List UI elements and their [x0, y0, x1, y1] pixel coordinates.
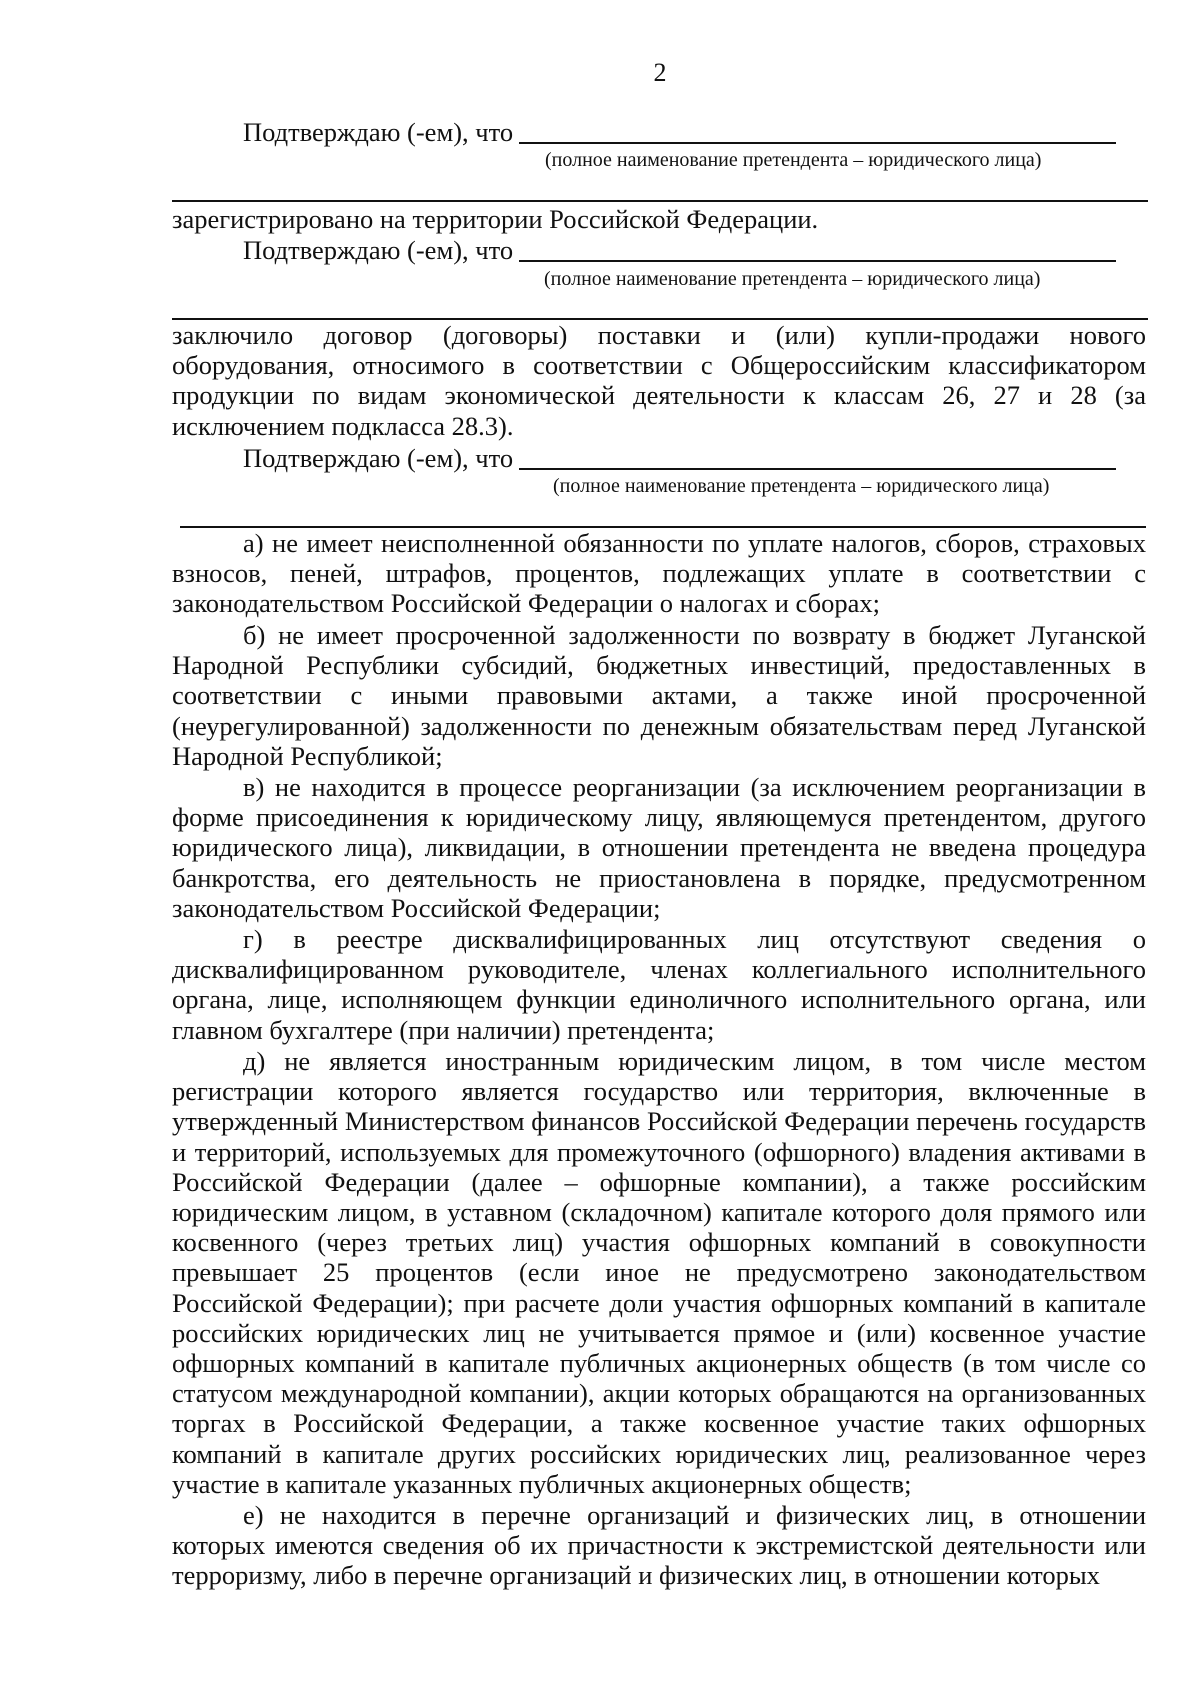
- confirm-line-2: [243, 232, 1116, 266]
- section-registered-text: зарегистрировано на территории Российской Федерации.: [172, 204, 819, 234]
- applicant-caption: (полное наименование претендента – юридического лица): [553, 475, 1050, 497]
- list-item-g: г) в реестре дисквалифицированных лиц отсутствуют сведения о дисквалифицированном руководителе, членах коллегиального исполнительного органа, лице, исполняющем функции единоличного исполнительного органа, или главном бухгалтере (при наличии) претендента;: [172, 924, 1146, 1045]
- confirm-line-3: [243, 440, 1116, 474]
- confirm-phrase: Подтверждаю (-ем), что: [243, 443, 514, 473]
- applicant-caption: (полное наименование претендента – юридического лица): [544, 268, 1041, 290]
- confirm-phrase: Подтверждаю (-ем), что: [243, 235, 514, 265]
- applicant-name-field[interactable]: [519, 116, 1116, 144]
- confirm-line-1: [243, 114, 1116, 148]
- list-item-v: в) не находится в процессе реорганизации (за исключением реорганизации в форме присоединения к юридическому лицу, являющемуся претендентом, другого юридического лица), ликвидации, в отношении претендента не введена процедура банкротства, его деятельность не приостановлена в порядке, предусмотренном законодательством Российской Федерации;: [172, 772, 1146, 923]
- applicant-name-field[interactable]: [519, 234, 1116, 262]
- page-number: 2: [653, 58, 667, 87]
- applicant-caption: (полное наименование претендента – юридического лица): [545, 149, 1042, 171]
- continuation-rule[interactable]: [172, 200, 1148, 202]
- list-item-b: б) не имеет просроченной задолженности по возврату в бюджет Луганской Народной Республики субсидий, бюджетных инвестиций, предоставленных в соответствии с иными правовыми актами, а также иной просроченной (неурегулированной) задолженности по денежным обязательствам перед Луганской Народной Республикой;: [172, 620, 1146, 771]
- section-contract-text: заключило договор (договоры) поставки и (или) купли-продажи нового оборудования, относимого в соответствии с Общероссийским классификатором продукции по видам экономической деятельности к классам 26, 27 и 28 (за исключением подкласса 28.3).: [172, 320, 1146, 441]
- list-item-d: д) не является иностранным юридическим лицом, в том числе местом регистрации которого является государство или территория, включенные в утвержденный Министерством финансов Российской Федерации перечень государств и территорий, используемых для промежуточного (офшорного) владения активами в Российской Федерации (далее – офшорные компании), а также российским юридическим лицом, в уставном (складочном) капитале которого доля прямого или косвенного (через третьих лиц) участия офшорных компаний в совокупности превышает 25 процентов (если иное не предусмотрено законодательством Российской Федерации); при расчете доли участия офшорных компаний в капитале российских юридических лиц не учитывается прямое и (или) косвенное участие офшорных компаний в капитале публичных акционерных обществ (в том числе со статусом международной компании), акции которых обращаются на организованных торгах в Российской Федерации, а также косвенное участие таких офшорных компаний в капитале других российских юридических лиц, реализованное через участие в капитале указанных публичных акционерных обществ;: [172, 1046, 1146, 1499]
- list-item-e: е) не находится в перечне организаций и физических лиц, в отношении которых имеются сведения об их причастности к экстремистской деятельности или терроризму, либо в перечне организаций и физических лиц, в отношении которых: [172, 1500, 1146, 1591]
- applicant-name-field[interactable]: [519, 442, 1116, 470]
- list-item-a: а) не имеет неисполненной обязанности по уплате налогов, сборов, страховых взносов, пеней, штрафов, процентов, подлежащих уплате в соответствии с законодательством Российской Федерации о налогах и сборах;: [172, 528, 1146, 619]
- confirm-phrase: Подтверждаю (-ем), что: [243, 117, 514, 147]
